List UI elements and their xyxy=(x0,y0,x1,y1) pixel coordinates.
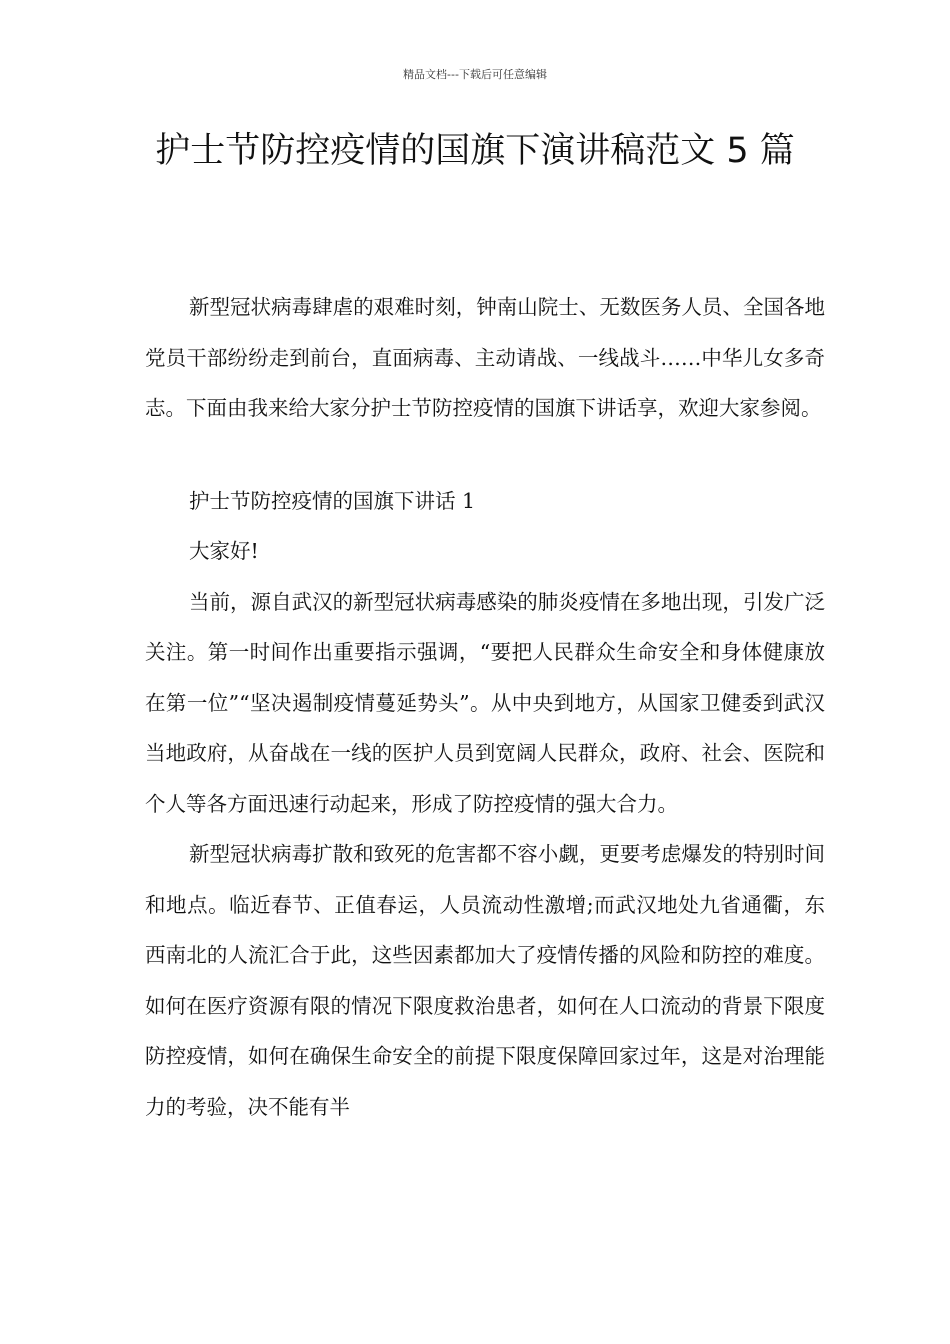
body-paragraph-1: 当前，源自武汉的新型冠状病毒感染的肺炎疫情在多地出现，引发广泛关注。第一时间作出重要指示强调，“要把人民群众生命安全和身体健康放在第一位”“坚决遏制疫情蔓延势头”。从中央到地方，从国家卫健委到武汉当地政府，从奋战在一线的医护人员到宽阔人民群众，政府、社会、医院和个人等各方面迅速行动起来，形成了防控疫情的强大合力。 xyxy=(145,589,825,816)
document-title: 护士节防控疫情的国旗下演讲稿范文 5 篇 xyxy=(155,131,795,171)
header-note: 精品文档---下载后可任意编辑 xyxy=(403,68,547,81)
document-body xyxy=(145,282,825,1132)
greeting: 大家好! xyxy=(189,539,259,563)
body-paragraph-2: 新型冠状病毒扩散和致死的危害都不容小觑，更要考虑爆发的特别时间和地点。临近春节、正值春运，人员流动性激增;而武汉地处九省通衢，东西南北的人流汇合于此，这些因素都加大了疫情传播的风险和防控的难度。如何在医疗资源有限的情况下限度救治患者，如何在人口流动的背景下限度防控疫情，如何在确保生命安全的前提下限度保障回家过年，这是对治理能力的考验，决不能有半 xyxy=(145,842,825,1119)
intro-paragraph: 新型冠状病毒肆虐的艰难时刻，钟南山院士、无数医务人员、全国各地党员干部纷纷走到前台，直面病毒、主动请战、一线战斗……中华儿女多奇志。下面由我来给大家分护士节防控疫情的国旗下讲话享，欢迎大家参阅。 xyxy=(145,295,825,420)
section-heading: 护士节防控疫情的国旗下讲话 1 xyxy=(189,488,476,513)
